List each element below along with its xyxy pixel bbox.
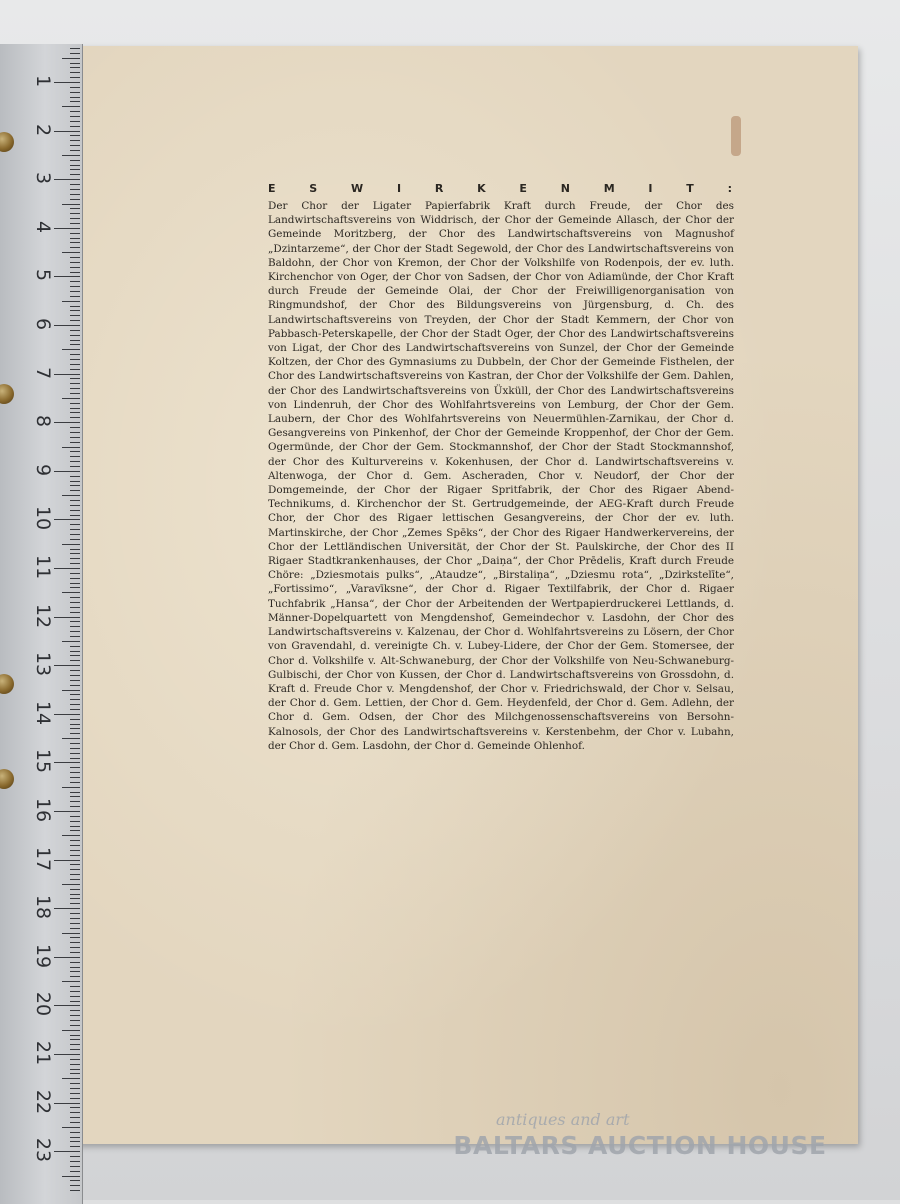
ruler-tick	[70, 77, 80, 78]
ruler-tick	[70, 456, 80, 457]
ruler-tick	[70, 194, 80, 195]
ruler-tick	[70, 709, 80, 710]
ruler-tick	[62, 641, 80, 642]
ruler-tick	[70, 490, 80, 491]
ruler-tick	[70, 869, 80, 870]
ruler-tick	[70, 694, 80, 695]
ruler-tick	[70, 354, 80, 355]
ruler-tick	[70, 1010, 80, 1011]
ruler-tick	[70, 1088, 80, 1089]
ruler-tick	[70, 889, 80, 890]
ruler-tick	[62, 495, 80, 496]
ruler-tick	[70, 772, 80, 773]
ruler-number: 13	[32, 652, 54, 677]
ruler-number: 15	[32, 749, 54, 774]
ruler-tick	[62, 447, 80, 448]
ruler-tick	[70, 874, 80, 875]
ruler-tick	[70, 1112, 80, 1113]
ruler-tick	[70, 451, 80, 452]
ruler-tick	[70, 189, 80, 190]
ruler-tick	[70, 1093, 80, 1094]
ruler-tick	[70, 412, 80, 413]
ruler-tick	[70, 485, 80, 486]
ruler-tick	[62, 1030, 80, 1031]
ruler-tick	[70, 719, 80, 720]
ruler-tick	[70, 782, 80, 783]
ruler-tick	[54, 1054, 80, 1055]
ruler-tick	[70, 558, 80, 559]
ruler-tick	[70, 796, 80, 797]
ruler-tick	[62, 204, 80, 205]
ruler-tick	[54, 568, 80, 569]
ruler-tick	[70, 242, 80, 243]
ruler-tick	[70, 1122, 80, 1123]
ruler-tick	[70, 952, 80, 953]
ruler-tick	[70, 223, 80, 224]
ruler-tick	[70, 306, 80, 307]
ruler-tick	[70, 1001, 80, 1002]
ruler-tick	[70, 344, 80, 345]
ruler-tick	[70, 165, 80, 166]
ruler-tick	[70, 111, 80, 112]
ruler-number: 3	[32, 172, 54, 185]
ruler-tick	[70, 87, 80, 88]
ruler-tick	[70, 583, 80, 584]
ruler-tick	[70, 184, 80, 185]
ruler-tick	[62, 349, 80, 350]
ruler-tick	[70, 728, 80, 729]
ruler-tick	[70, 145, 80, 146]
ruler-tick	[70, 101, 80, 102]
ruler-tick	[70, 160, 80, 161]
heading-letter: R	[434, 182, 444, 195]
ruler-tick	[54, 519, 80, 520]
ruler-tick	[70, 218, 80, 219]
ruler-tick	[70, 830, 80, 831]
ruler-tick	[70, 140, 80, 141]
ruler-tick	[70, 991, 80, 992]
ruler-tick	[54, 325, 80, 326]
heading-letter: I	[396, 182, 402, 195]
rivet-icon	[0, 769, 14, 789]
ruler-tick	[62, 1176, 80, 1177]
ruler-tick	[70, 476, 80, 477]
watermark-name: BALTARS AUCTION HOUSE	[453, 1131, 827, 1160]
ruler-tick	[70, 894, 80, 895]
ruler-tick	[70, 529, 80, 530]
ruler-tick	[70, 937, 80, 938]
ruler-tick	[70, 121, 80, 122]
ruler-tick	[70, 359, 80, 360]
watermark-tagline: antiques and art	[496, 1110, 630, 1129]
ruler-tick	[70, 758, 80, 759]
ruler-tick	[70, 685, 80, 686]
ruler-tick	[70, 549, 80, 550]
ruler-tick	[54, 762, 80, 763]
ruler-tick	[70, 816, 80, 817]
ruler-tick	[54, 1103, 80, 1104]
ruler-number: 17	[32, 846, 54, 871]
heading-letter: N	[560, 182, 570, 195]
ruler-tick	[70, 675, 80, 676]
ruler-tick	[70, 1039, 80, 1040]
ruler-tick	[70, 607, 80, 608]
ruler-tick	[70, 850, 80, 851]
ruler-tick	[70, 1083, 80, 1084]
ruler-tick	[70, 626, 80, 627]
ruler-tick	[70, 753, 80, 754]
ruler-tick	[70, 1180, 80, 1181]
ruler-tick	[54, 1005, 80, 1006]
rivet-icon	[0, 384, 14, 404]
ruler-tick	[70, 247, 80, 248]
ruler-tick	[70, 777, 80, 778]
ruler-tick	[70, 1117, 80, 1118]
ruler-tick	[54, 276, 80, 277]
ruler-number: 2	[32, 123, 54, 136]
heading-letter: K	[477, 182, 486, 195]
ruler-tick	[70, 393, 80, 394]
auction-watermark	[420, 1110, 860, 1190]
ruler-tick	[70, 670, 80, 671]
section-heading	[268, 182, 734, 195]
ruler-tick	[70, 72, 80, 73]
ruler-tick	[70, 262, 80, 263]
ruler-tick	[70, 364, 80, 365]
ruler-tick	[70, 1020, 80, 1021]
ruler-tick	[70, 500, 80, 501]
ruler-tick	[70, 947, 80, 948]
ruler-tick	[70, 651, 80, 652]
ruler-number: 14	[32, 700, 54, 725]
ruler-number: 4	[32, 220, 54, 233]
ruler-tick	[70, 1141, 80, 1142]
ruler-tick	[70, 767, 80, 768]
ruler-tick	[70, 864, 80, 865]
document-text	[268, 182, 734, 753]
ruler-tick	[62, 252, 80, 253]
ruler-tick	[70, 335, 80, 336]
ruler-tick	[70, 1156, 80, 1157]
ruler-tick	[70, 792, 80, 793]
heading-letter: :	[727, 182, 732, 195]
ruler-tick	[70, 898, 80, 899]
ruler-tick	[70, 928, 80, 929]
ruler-tick	[62, 592, 80, 593]
ruler-tick	[70, 257, 80, 258]
ruler-tick	[70, 1059, 80, 1060]
ruler-number: 10	[32, 506, 54, 531]
ruler-tick	[70, 281, 80, 282]
ruler-tick	[70, 1069, 80, 1070]
ruler-tick	[70, 826, 80, 827]
ruler-tick	[70, 291, 80, 292]
ruler-tick	[62, 787, 80, 788]
ruler-tick	[70, 1137, 80, 1138]
ruler-tick	[70, 296, 80, 297]
ruler-tick	[62, 981, 80, 982]
ruler-tick	[70, 1044, 80, 1045]
ruler-tick	[70, 174, 80, 175]
ruler-tick	[70, 369, 80, 370]
paper-stain	[731, 116, 741, 156]
ruler-tick	[70, 1064, 80, 1065]
ruler-tick	[70, 417, 80, 418]
ruler-tick	[70, 578, 80, 579]
ruler-tick	[70, 1073, 80, 1074]
participants-paragraph: Der Chor der Ligater Papierfabrik Kraft durch Freude, der Chor des Landwirtschaftsvereins von Widdrisch, der Chor der Gemeinde Allasch, der Chor der Gemeinde Moritzberg, der Chor des Landwirtschaftsvereins von Magnushof „Dzintarzeme“, der Chor der Stadt Segewold, der Chor des Landwirtschaftsvereins von Baldohn, der Chor von Kremon, der Chor der Volkshilfe von Rodenpois, der ev. luth. Kirchenchor von Oger, der Chor von Sadsen, der Chor von Adiamünde, der Chor Kraft durch Freude der Gemeinde Olai, der Chor der Freiwilligenorganisation von Ringmundshof, der Chor des Bildungsvereins von Jürgensburg, d. Ch. des Landwirtschaftsvereins von Treyden, der Chor der Stadt Kemmern, der Chor von Pabbasch-Peterskapelle, der Chor der Stadt Oger, der Chor des Landwirtschaftsvereins von Ligat, der Chor des Landwirtschaftsvereins von Sunzel, der Chor der Gemeinde Koltzen, der Chor des Gymnasiums zu Dubbeln, der Chor der Gemeinde Fisthelen, der Chor des Landwirtschaftsvereins von Kastran, der Chor der Volkshilfe der Gem. Dahlen, der Chor des Landwirtschaftsvereins von Üxküll, der Chor des Landwirtschaftsvereins von Lindenruh, der Chor des Wohlfahrtsvereins von Lemburg, der Chor der Gem. Laubern, der Chor des Wohlfahrtsvereins von Neuermühlen-Zarnikau, der Chor d. Gesangvereins von Pinkenhof, der Chor der Gemeinde Kroppenhof, der Chor der Gem. Ogermünde, der Chor der Gem. Stockmannshof, der Chor der Stadt Stockmannshof, der Chor des Kulturvereins v. Kokenhusen, der Chor d. Landwirtschaftsvereins v. Altenwoga, der Chor d. Gem. Ascheraden, Chor v. Neudorf, der Chor der Domgemeinde, der Chor der Rigaer Spritfabrik, der Chor des Rigaer Abend-Technikums, d. Kirchenchor der St. Gertrudgemeinde, der AEG-Kraft durch Freude Chor, der Chor des Rigaer lettischen Gesangvereins, der Chor der ev. luth. Martinskirche, der Chor „Zemes Spēks“, der Chor des Rigaer Handwerkervereins, der Chor der Lettländischen Universität, der Chor der St. Paulskirche, der Chor des II Rigaer Stadtkrankenhauses, der Chor „Daiņa“, der Chor Prēdelis, Kraft durch Freude Chöre: „Dziesmotais pulks“, „Ataudze“, „Birstaliņa“, „Dziesmu rota“, „Dzirkstelīte“, „Fortissimo“, „Varavīksne“, der Chor d. Rigaer Textilfabrik, der Chor d. Rigaer Tuchfabrik „Hansa“, der Chor der Arbeitenden der Wertpapierdruckerei Lettlands, d. Männer-Dopelquartett von Mengdenshof, Gemeindechor v. Lasdohn, der Chor des Landwirtschaftsvereins v. Kalzenau, der Chor d. Wohlfahrtsvereins zu Lösern, der Chor von Gravendahl, d. vereinigte Ch. v. Lubey-Lidere, der Chor der Gem. Stomersee, der Chor d. Volkshilfe v. Alt-Schwaneburg, der Chor der Volkshilfe von Neu-Schwaneburg-Gulbischi, der Chor von Kussen, der Chor d. Landwirtschaftsvereins von Grossdohn, d. Kraft d. Freude Chor v. Mengdenshof, der Chor v. Friedrichswald, der Chor v. Selsau, der Chor d. Gem. Lettien, der Chor d. Gem. Heydenfeld, der Chor d. Gem. Adlehn, der Chor d. Gem. Odsen, der Chor des Milchgenossenschaftsvereins von Bersohn-Kalnosols, der Chor des Landwirtschaftsvereins v. Kerstenbehm, der Chor v. Lubahn, der Chor d. Gem. Lasdohn, der Chor d. Gemeinde Ohlenhof.	[268, 200, 734, 752]
ruler-tick	[62, 884, 80, 885]
ruler-tick	[54, 617, 80, 618]
rivet-icon	[0, 674, 14, 694]
ruler-tick	[54, 131, 80, 132]
ruler-tick	[70, 330, 80, 331]
ruler-tick	[70, 646, 80, 647]
ruler-tick	[54, 471, 80, 472]
ruler-number: 16	[32, 797, 54, 823]
ruler-tick	[70, 573, 80, 574]
ruler-tick	[62, 398, 80, 399]
ruler-number: 20	[32, 992, 54, 1017]
ruler-tick	[70, 1015, 80, 1016]
ruler-tick	[70, 340, 80, 341]
ruler-tick	[70, 923, 80, 924]
ruler-tick	[70, 408, 80, 409]
ruler-number: 23	[32, 1138, 54, 1163]
ruler-tick	[70, 169, 80, 170]
ruler-tick	[70, 879, 80, 880]
ruler-tick	[62, 1078, 80, 1079]
ruler-tick	[70, 724, 80, 725]
ruler-tick	[70, 913, 80, 914]
ruler-tick	[70, 918, 80, 919]
ruler-number: 19	[32, 943, 54, 968]
ruler-tick	[62, 933, 80, 934]
ruler-tick	[70, 539, 80, 540]
ruler-tick	[54, 82, 80, 83]
ruler-tick	[70, 272, 80, 273]
ruler-tick	[70, 1171, 80, 1172]
ruler-tick	[62, 106, 80, 107]
ruler-tick	[54, 811, 80, 812]
ruler-tick	[70, 135, 80, 136]
ruler-tick	[70, 587, 80, 588]
ruler-tick	[70, 116, 80, 117]
ruler-tick	[70, 903, 80, 904]
ruler-tick	[70, 1049, 80, 1050]
ruler-tick	[70, 699, 80, 700]
ruler-number: 1	[32, 74, 54, 88]
ruler-tick	[70, 704, 80, 705]
ruler-tick	[70, 636, 80, 637]
ruler-tick	[70, 967, 80, 968]
heading-letter: W	[351, 182, 364, 195]
ruler-tick	[70, 733, 80, 734]
ruler-tick	[70, 92, 80, 93]
ruler-tick	[70, 1166, 80, 1167]
ruler-tick	[70, 801, 80, 802]
ruler-tick	[70, 233, 80, 234]
rivet-icon	[0, 132, 14, 152]
ruler-tick	[54, 957, 80, 958]
ruler-tick	[62, 301, 80, 302]
ruler-tick	[70, 971, 80, 972]
ruler-tick	[70, 150, 80, 151]
ruler-tick	[70, 238, 80, 239]
ruler-tick	[70, 378, 80, 379]
ruler-tick	[70, 1035, 80, 1036]
ruler-tick	[70, 821, 80, 822]
ruler-number: 9	[32, 463, 54, 476]
heading-letter: T	[686, 182, 694, 195]
ruler-tick	[70, 267, 80, 268]
heading-letter: E	[268, 182, 276, 195]
ruler-tick	[70, 1190, 80, 1191]
ruler-tick	[70, 320, 80, 321]
ruler-tick	[70, 996, 80, 997]
ruler-tick	[54, 422, 80, 423]
ruler-tick	[70, 962, 80, 963]
ruler-tick	[70, 97, 80, 98]
ruler-tick	[70, 383, 80, 384]
ruler-tick	[70, 1132, 80, 1133]
ruler-tick	[70, 1098, 80, 1099]
ruler-tick	[54, 179, 80, 180]
ruler-tick	[70, 461, 80, 462]
ruler-tick	[70, 976, 80, 977]
ruler-tick	[70, 855, 80, 856]
ruler-tick	[70, 1161, 80, 1162]
ruler-tick	[70, 442, 80, 443]
ruler-tick	[70, 1185, 80, 1186]
ruler-tick	[70, 1146, 80, 1147]
heading-letter: M	[603, 182, 615, 195]
ruler-tick	[54, 860, 80, 861]
ruler-tick	[70, 466, 80, 467]
ruler-tick	[54, 374, 80, 375]
ruler-number: 18	[32, 895, 54, 920]
ruler-tick	[62, 738, 80, 739]
ruler-tick	[70, 602, 80, 603]
ruler-tick	[62, 835, 80, 836]
ruler-tick	[70, 515, 80, 516]
ruler-tick	[54, 228, 80, 229]
ruler-number: 5	[32, 269, 54, 282]
ruler-tick	[70, 286, 80, 287]
ruler-tick	[70, 524, 80, 525]
ruler-tick	[70, 1025, 80, 1026]
ruler-tick	[70, 597, 80, 598]
ruler-number: 7	[32, 366, 54, 379]
ruler-tick	[70, 510, 80, 511]
ruler-tick	[54, 665, 80, 666]
ruler-tick	[70, 53, 80, 54]
ruler-tick	[70, 432, 80, 433]
ruler-tick	[70, 315, 80, 316]
ruler-tick	[70, 563, 80, 564]
ruler-number: 21	[32, 1040, 54, 1066]
ruler-number: 22	[32, 1089, 54, 1114]
ruler-tick	[70, 63, 80, 64]
ruler-tick	[70, 631, 80, 632]
heading-letter: I	[648, 182, 653, 195]
ruler-tick	[70, 199, 80, 200]
ruler-tick	[70, 437, 80, 438]
ruler-tick	[70, 208, 80, 209]
ruler-tick	[70, 213, 80, 214]
ruler-tick	[70, 48, 80, 49]
ruler-tick	[70, 403, 80, 404]
ruler-tick	[70, 840, 80, 841]
ruler-tick	[54, 1151, 80, 1152]
ruler-number: 12	[32, 603, 54, 628]
ruler-tick	[70, 534, 80, 535]
ruler-tick	[70, 67, 80, 68]
heading-letter: S	[309, 182, 318, 195]
measuring-ruler	[0, 44, 83, 1204]
ruler-tick	[62, 155, 80, 156]
ruler-tick	[62, 58, 80, 59]
ruler-tick	[62, 690, 80, 691]
ruler-tick	[54, 714, 80, 715]
ruler-tick	[54, 908, 80, 909]
ruler-tick	[70, 1107, 80, 1108]
ruler-tick	[70, 505, 80, 506]
ruler-tick	[70, 612, 80, 613]
ruler-tick	[70, 427, 80, 428]
ruler-tick	[70, 553, 80, 554]
ruler-tick	[70, 310, 80, 311]
ruler-tick	[62, 544, 80, 545]
ruler-tick	[70, 660, 80, 661]
ruler-number: 8	[32, 415, 54, 428]
ruler-tick	[70, 748, 80, 749]
ruler-tick	[62, 1127, 80, 1128]
ruler-tick	[70, 481, 80, 482]
ruler-tick	[70, 621, 80, 622]
ruler-tick	[70, 126, 80, 127]
ruler-tick	[70, 806, 80, 807]
ruler-tick	[70, 680, 80, 681]
ruler-tick	[70, 845, 80, 846]
ruler-tick	[70, 942, 80, 943]
ruler-number: 6	[32, 317, 54, 331]
ruler-number: 11	[32, 554, 54, 580]
ruler-tick	[70, 986, 80, 987]
ruler-tick	[70, 655, 80, 656]
ruler-tick	[70, 743, 80, 744]
heading-letter: E	[519, 182, 527, 195]
ruler-tick	[70, 388, 80, 389]
